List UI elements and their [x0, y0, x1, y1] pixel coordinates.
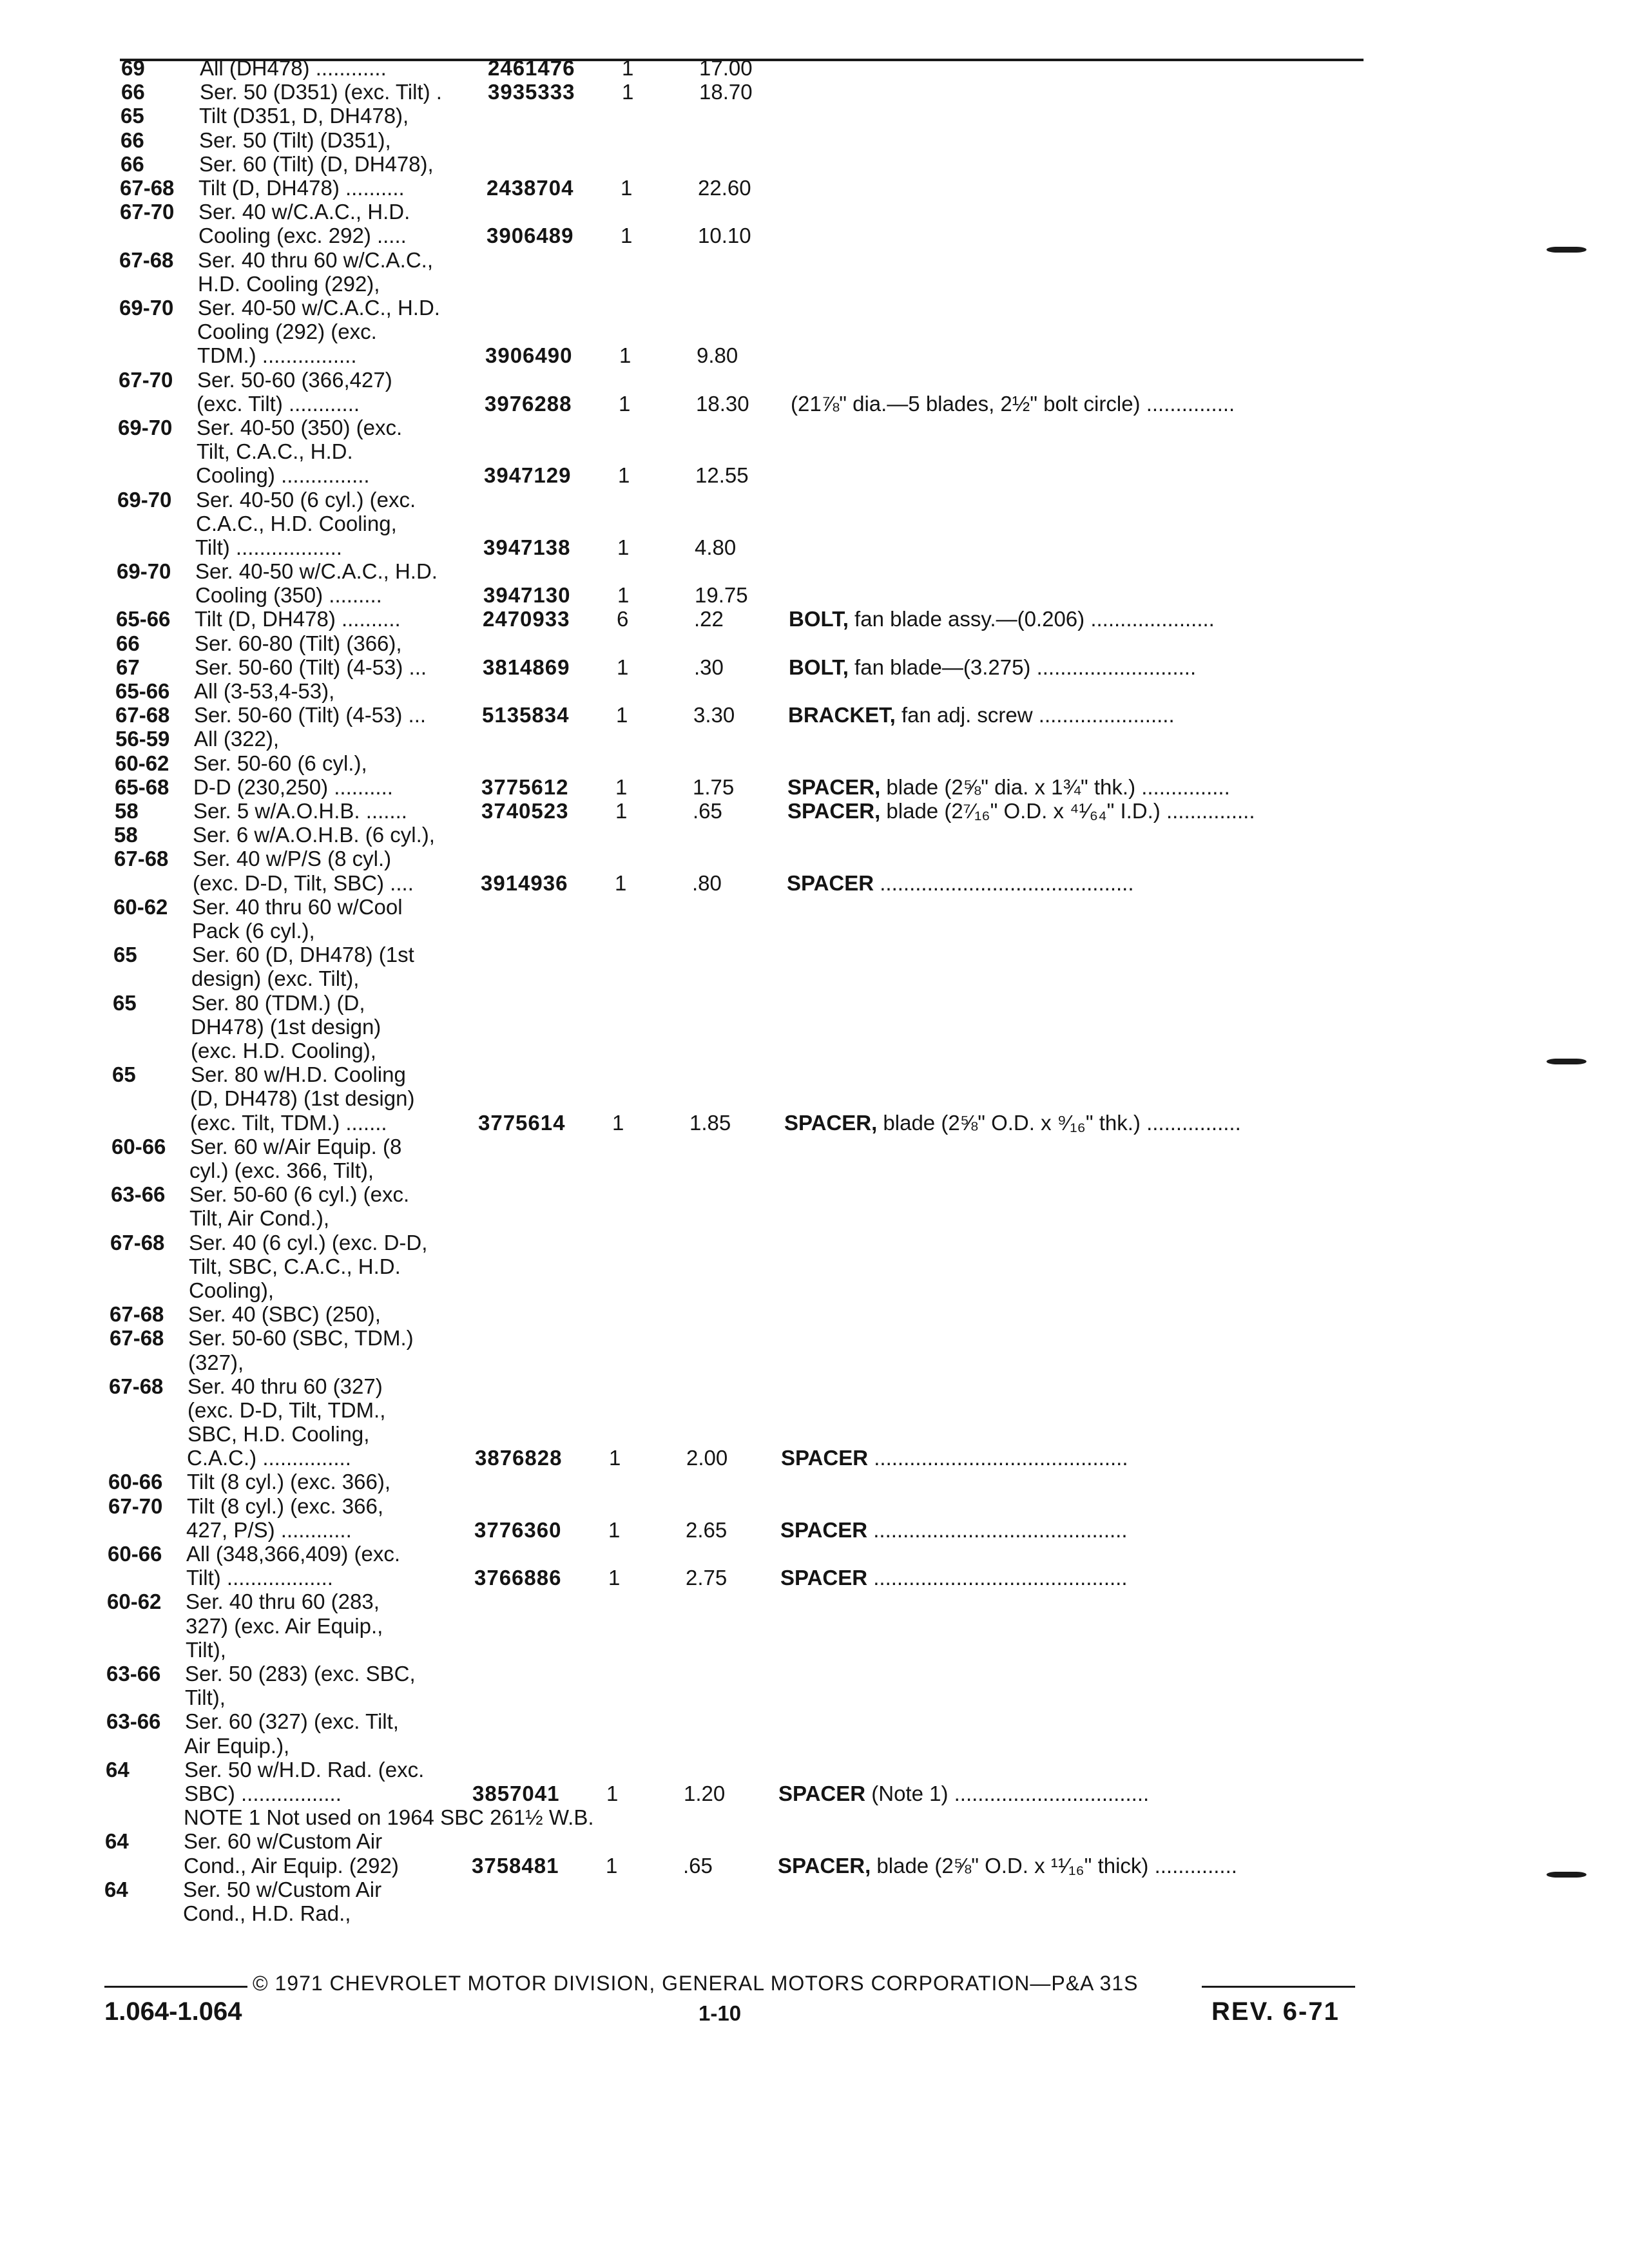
year-range: 67-68	[114, 847, 169, 870]
part-number: 3947129	[484, 463, 572, 487]
quantity: 1	[618, 463, 630, 487]
part-number: 3775614	[478, 1111, 566, 1135]
application-text: Ser. 60 (327) (exc. Tilt,	[185, 1709, 399, 1733]
part-description: (21⅞" dia.—5 blades, 2½" bolt circle) ...............	[791, 392, 1235, 416]
part-description: BRACKET, fan adj. screw .......................	[788, 703, 1175, 727]
footer-rule-right	[1202, 1986, 1355, 1988]
quantity: 1	[622, 80, 634, 104]
application-text: C.A.C., H.D. Cooling,	[196, 512, 397, 535]
year-range: 67-70	[120, 200, 175, 224]
price: .65	[693, 799, 722, 823]
application-text: Tilt (D351, D, DH478),	[199, 104, 409, 128]
application-text: Tilt),	[186, 1638, 226, 1662]
application-text: TDM.) ................	[197, 343, 357, 367]
application-text: Ser. 60 (D, DH478) (1st	[192, 943, 414, 966]
application-text: Cooling (292) (exc.	[197, 320, 377, 343]
application-text: Ser. 40-50 (6 cyl.) (exc.	[196, 488, 416, 512]
quantity: 1	[615, 799, 628, 823]
part-number: 3876828	[475, 1446, 563, 1470]
year-range: 58	[115, 799, 139, 823]
price: 17.00	[699, 56, 753, 80]
price: .65	[683, 1854, 713, 1878]
application-text: Cooling (exc. 292) .....	[198, 224, 407, 247]
part-description: SPACER, blade (2⅝" dia. x 1¾" thk.) ...............	[787, 775, 1230, 799]
year-range: 65	[113, 991, 137, 1015]
application-text: cyl.) (exc. 366, Tilt),	[189, 1158, 374, 1182]
part-number: 3758481	[472, 1854, 559, 1878]
application-text: (327),	[188, 1350, 244, 1374]
application-text: Ser. 40-50 (350) (exc.	[197, 416, 403, 439]
application-text: Ser. 40 thru 60 (283,	[186, 1590, 380, 1613]
application-text: 327) (exc. Air Equip.,	[186, 1614, 383, 1638]
application-text: Ser. 50-60 (Tilt) (4-53) ...	[195, 655, 427, 679]
year-range: 63-66	[106, 1662, 161, 1686]
part-description: SPACER, blade (2⅝" O.D. x ¹¹⁄₁₆" thick) ..............	[778, 1854, 1237, 1878]
part-description: SPACER ...........................................	[780, 1566, 1128, 1590]
price: .80	[692, 871, 722, 895]
binder-mark	[1547, 1872, 1586, 1878]
year-range: 65	[112, 1062, 136, 1086]
price: .22	[694, 607, 724, 631]
price: 22.60	[698, 176, 751, 200]
application-text: Tilt (8 cyl.) (exc. 366,	[187, 1494, 384, 1518]
application-text: Air Equip.),	[184, 1734, 290, 1758]
application-text: Ser. 40-50 w/C.A.C., H.D.	[195, 559, 438, 583]
section-code: 1.064-1.064	[104, 1997, 242, 2026]
part-number: 3906489	[487, 224, 574, 247]
year-range: 67-70	[119, 368, 173, 392]
application-text: C.A.C.) ...............	[187, 1446, 351, 1470]
year-range: 65-66	[116, 607, 171, 631]
application-text: D-D (230,250) ..........	[193, 775, 393, 799]
year-range: 69-70	[118, 416, 173, 439]
application-text: Ser. 40-50 w/C.A.C., H.D.	[198, 296, 440, 320]
year-range: 63-66	[111, 1182, 166, 1206]
year-range: 67-68	[115, 703, 170, 727]
year-range: 65-66	[115, 679, 170, 703]
application-text: Cooling),	[189, 1278, 275, 1302]
application-text: Ser. 60 (Tilt) (D, DH478),	[199, 152, 434, 176]
quantity: 1	[606, 1854, 618, 1878]
application-text: Tilt) ..................	[195, 535, 342, 559]
year-range: 67-68	[110, 1302, 164, 1326]
year-range: 66	[120, 128, 144, 152]
part-number: 3914936	[481, 871, 568, 895]
year-range: 58	[114, 823, 138, 847]
application-text: All (348,366,409) (exc.	[186, 1542, 401, 1566]
quantity: 1	[606, 1782, 619, 1805]
application-text: Ser. 80 w/H.D. Cooling	[191, 1062, 406, 1086]
part-number: 3947130	[483, 583, 571, 607]
application-text: Ser. 50-60 (366,427)	[197, 368, 392, 392]
part-description: SPACER, blade (2⁷⁄₁₆" O.D. x ⁴¹⁄₆₄" I.D.) ...............	[787, 799, 1255, 823]
part-description: SPACER (Note 1) .................................	[778, 1782, 1150, 1805]
application-text: Tilt) ..................	[186, 1566, 333, 1590]
application-text: (exc. H.D. Cooling),	[191, 1039, 376, 1062]
application-text: (D, DH478) (1st design)	[190, 1086, 415, 1110]
quantity: 1	[609, 1446, 621, 1470]
year-range: 67-68	[110, 1326, 164, 1350]
application-text: Ser. 50-60 (6 cyl.) (exc.	[189, 1182, 410, 1206]
application-text: All (322),	[194, 727, 280, 751]
part-number: 2438704	[487, 176, 574, 200]
quantity: 1	[621, 224, 633, 247]
application-text: Ser. 40 thru 60 (327)	[188, 1374, 383, 1398]
price: 2.00	[686, 1446, 728, 1470]
application-text: Ser. 40 w/P/S (8 cyl.)	[193, 847, 392, 870]
year-range: 69-70	[117, 559, 171, 583]
part-number: 3976288	[485, 392, 572, 416]
quantity: 1	[612, 1111, 624, 1135]
application-text: Ser. 50 (D351) (exc. Tilt) .	[200, 80, 442, 104]
part-number: 3935333	[488, 80, 575, 104]
application-text: Cond., Air Equip. (292)	[184, 1854, 399, 1878]
year-range: 69	[121, 56, 145, 80]
part-number: 3947138	[483, 535, 571, 559]
application-text: NOTE 1 Not used on 1964 SBC 261½ W.B.	[184, 1805, 594, 1829]
part-number: 3775612	[481, 775, 569, 799]
price: 12.55	[695, 463, 749, 487]
part-description: BOLT, fan blade assy.—(0.206) .....................	[789, 607, 1215, 631]
part-number: 3776360	[474, 1518, 562, 1542]
part-number: 3857041	[472, 1782, 560, 1805]
year-range: 64	[105, 1829, 129, 1853]
application-text: Ser. 60 w/Custom Air	[184, 1829, 383, 1853]
year-range: 66	[120, 152, 144, 176]
year-range: 67-68	[109, 1374, 164, 1398]
part-number: 2470933	[483, 607, 570, 631]
part-number: 3906490	[485, 343, 573, 367]
application-text: Pack (6 cyl.),	[192, 919, 315, 943]
year-range: 66	[121, 80, 145, 104]
application-text: Tilt (D, DH478) ..........	[198, 176, 405, 200]
application-text: Ser. 80 (TDM.) (D,	[191, 991, 365, 1015]
page-number: 1-10	[699, 2001, 742, 2025]
quantity: 1	[615, 871, 627, 895]
year-range: 65	[120, 104, 144, 128]
price: 1.75	[693, 775, 735, 799]
price: 19.75	[695, 583, 748, 607]
price: 3.30	[693, 703, 735, 727]
year-range: 60-66	[111, 1135, 166, 1158]
year-range: 60-62	[113, 895, 168, 919]
part-number: 5135834	[482, 703, 570, 727]
year-range: 65	[113, 943, 137, 966]
binder-mark	[1547, 1059, 1586, 1064]
application-text: Tilt),	[185, 1686, 226, 1709]
application-text: 427, P/S) ............	[186, 1518, 352, 1542]
application-text: Ser. 50-60 (Tilt) (4-53) ...	[194, 703, 427, 727]
quantity: 1	[622, 56, 634, 80]
quantity: 1	[619, 343, 631, 367]
quantity: 1	[617, 655, 629, 679]
price: 10.10	[698, 224, 751, 247]
price: 18.70	[699, 80, 753, 104]
year-range: 63-66	[106, 1709, 161, 1733]
footer-rule-left	[104, 1986, 247, 1988]
price: 1.85	[689, 1111, 731, 1135]
application-text: Ser. 50 (283) (exc. SBC,	[185, 1662, 416, 1686]
application-text: (exc. Tilt, TDM.) .......	[190, 1111, 387, 1135]
application-text: (exc. D-D, Tilt, SBC) ....	[193, 871, 414, 895]
year-range: 60-66	[108, 1542, 162, 1566]
year-range: 69-70	[119, 296, 174, 320]
application-text: Ser. 5 w/A.O.H.B. .......	[193, 799, 407, 823]
quantity: 1	[608, 1518, 621, 1542]
part-number: 3814869	[483, 655, 570, 679]
application-text: Cooling (350) .........	[195, 583, 382, 607]
application-text: All (3-53,4-53),	[194, 679, 335, 703]
application-text: Tilt (8 cyl.) (exc. 366),	[187, 1470, 390, 1494]
application-text: Ser. 50 w/Custom Air	[183, 1878, 382, 1901]
year-range: 64	[104, 1878, 128, 1901]
part-description: BOLT, fan blade—(3.275) ...........................	[789, 655, 1197, 679]
revision-label: REV. 6-71	[1211, 1997, 1340, 2026]
year-range: 56-59	[115, 727, 170, 751]
application-text: SBC, H.D. Cooling,	[188, 1422, 370, 1446]
application-text: Cooling) ...............	[196, 463, 370, 487]
part-number: 2461476	[488, 56, 575, 80]
part-description: SPACER, blade (2⅝" O.D. x ⁹⁄₁₆" thk.) ................	[784, 1111, 1241, 1135]
quantity: 1	[621, 176, 633, 200]
year-range: 64	[106, 1758, 130, 1782]
application-text: Tilt (D, DH478) ..........	[195, 607, 401, 631]
year-range: 69-70	[117, 488, 172, 512]
application-text: Cond., H.D. Rad.,	[183, 1901, 351, 1925]
price: 1.20	[684, 1782, 726, 1805]
application-text: Ser. 50-60 (6 cyl.),	[193, 751, 367, 775]
application-text: Tilt, SBC, C.A.C., H.D.	[189, 1254, 401, 1278]
application-text: DH478) (1st design)	[191, 1015, 381, 1039]
year-range: 66	[116, 631, 140, 655]
quantity: 1	[619, 392, 631, 416]
application-text: Ser. 6 w/A.O.H.B. (6 cyl.),	[193, 823, 435, 847]
price: .30	[694, 655, 724, 679]
application-text: (exc. D-D, Tilt, TDM.,	[188, 1398, 386, 1422]
year-range: 65-68	[115, 775, 169, 799]
application-text: (exc. Tilt) ............	[197, 392, 360, 416]
year-range: 67-68	[120, 176, 175, 200]
part-description: SPACER ...........................................	[781, 1446, 1128, 1470]
price: 2.65	[686, 1518, 728, 1542]
application-text: Ser. 40 w/C.A.C., H.D.	[198, 200, 410, 224]
quantity: 6	[617, 607, 629, 631]
price: 18.30	[696, 392, 749, 416]
application-text: H.D. Cooling (292),	[198, 272, 380, 296]
application-text: Tilt, Air Cond.),	[189, 1206, 329, 1230]
year-range: 60-62	[115, 751, 169, 775]
year-range: 67-68	[119, 248, 174, 272]
application-text: Tilt, C.A.C., H.D.	[197, 439, 353, 463]
year-range: 67-68	[110, 1231, 165, 1254]
part-description: SPACER ...........................................	[780, 1518, 1128, 1542]
price: 2.75	[686, 1566, 728, 1590]
quantity: 1	[617, 583, 630, 607]
application-text: Ser. 50-60 (SBC, TDM.)	[188, 1326, 414, 1350]
application-text: All (DH478) ............	[200, 56, 387, 80]
part-description: SPACER ...........................................	[787, 871, 1134, 895]
copyright-notice: © 1971 CHEVROLET MOTOR DIVISION, GENERAL MOTORS CORPORATION—P&A 31S	[253, 1972, 1139, 1995]
year-range: 67	[116, 655, 140, 679]
quantity: 1	[608, 1566, 621, 1590]
part-number: 3740523	[481, 799, 569, 823]
application-text: Ser. 50 w/H.D. Rad. (exc.	[184, 1758, 425, 1782]
year-range: 67-70	[108, 1494, 163, 1518]
part-number: 3766886	[474, 1566, 562, 1590]
application-text: Ser. 60 w/Air Equip. (8	[190, 1135, 402, 1158]
price: 9.80	[697, 343, 738, 367]
year-range: 60-62	[107, 1590, 162, 1613]
application-text: Ser. 40 thru 60 w/Cool	[192, 895, 403, 919]
application-text: Ser. 40 (6 cyl.) (exc. D-D,	[189, 1231, 428, 1254]
quantity: 1	[617, 535, 630, 559]
application-text: Ser. 40 (SBC) (250),	[188, 1302, 381, 1326]
year-range: 60-66	[108, 1470, 163, 1494]
application-text: SBC) .................	[184, 1782, 342, 1805]
quantity: 1	[615, 775, 628, 799]
quantity: 1	[616, 703, 628, 727]
price: 4.80	[695, 535, 737, 559]
application-text: Ser. 60-80 (Tilt) (366),	[195, 631, 402, 655]
application-text: design) (exc. Tilt),	[191, 966, 360, 990]
application-text: Ser. 40 thru 60 w/C.A.C.,	[198, 248, 433, 272]
application-text: Ser. 50 (Tilt) (D351),	[199, 128, 391, 152]
binder-mark	[1547, 247, 1586, 253]
